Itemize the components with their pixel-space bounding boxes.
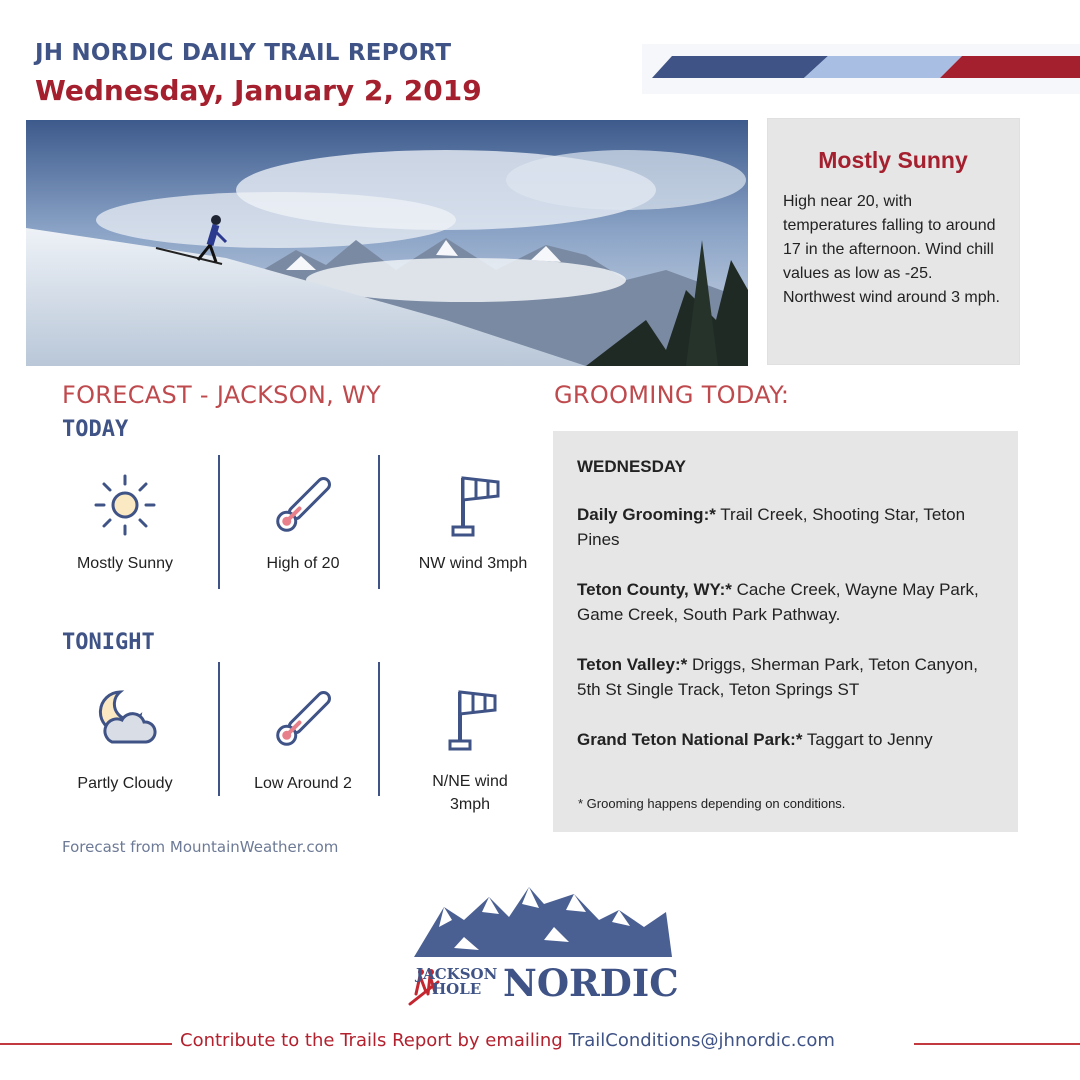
jackson-hole-nordic-logo (404, 882, 680, 1012)
grooming-area: Teton County, WY:* (577, 580, 732, 599)
thermometer-icon (268, 684, 338, 754)
grooming-item (577, 502, 998, 552)
footer-email-link[interactable]: TrailConditions@jhnordic.com (568, 1030, 835, 1051)
grooming-item (577, 577, 998, 627)
forecast-credit: Forecast from MountainWeather.com (62, 838, 339, 856)
grooming-trails: Taggart to Jenny (806, 730, 933, 749)
today-wind (398, 470, 548, 575)
today-heading: TODAY (62, 417, 129, 442)
decorative-stripes (642, 44, 1080, 94)
grooming-panel (553, 431, 1018, 832)
footer-prefix: Contribute to the Trails Report by emailing (180, 1030, 563, 1051)
grooming-area: Teton Valley:* (577, 655, 688, 674)
today-temperature (228, 470, 378, 575)
forecast-divider (218, 455, 220, 589)
grooming-item (577, 652, 998, 702)
logo-text-nordic: NORDIC (503, 961, 679, 1005)
forecast-divider (378, 662, 380, 796)
windsock-icon (435, 684, 505, 754)
grooming-area: Grand Teton National Park:* (577, 730, 803, 749)
tonight-condition (50, 684, 200, 795)
grooming-item (577, 727, 998, 752)
grooming-trails: Driggs, Sherman Park, Teton Canyon, 5th St Single Track, Teton Springs ST (577, 655, 978, 699)
grooming-trails: Cache Creek, Wayne May Park, Game Creek, South Park Pathway. (577, 580, 979, 624)
forecast-divider (218, 662, 220, 796)
grooming-note: * Grooming happens depending on conditions. (578, 796, 846, 811)
hero-skier-photo (26, 120, 748, 366)
grooming-trails: Trail Creek, Shooting Star, Teton Pines (577, 505, 966, 549)
logo-text-jackson: JACKSON (416, 965, 498, 983)
footer-contribute (180, 1030, 835, 1051)
today-condition (50, 470, 200, 575)
report-title: JH NORDIC DAILY TRAIL REPORT (35, 40, 452, 66)
moon-cloud-icon (90, 684, 160, 754)
today-condition-label: Mostly Sunny (76, 555, 174, 572)
grooming-area: Daily Grooming:* (577, 505, 716, 524)
thermometer-icon (268, 470, 338, 540)
grooming-heading: GROOMING TODAY: (554, 381, 790, 409)
weather-summary-description: High near 20, with temperatures falling to around 17 in the afternoon. Wind chill values as low as -25. Northwest wind around 3 mph. (783, 193, 1000, 306)
sun-icon (90, 470, 160, 540)
forecast-divider (378, 455, 380, 589)
footer-rule-left (0, 1043, 172, 1045)
weather-summary-title: Mostly Sunny (818, 147, 968, 173)
tonight-wind (395, 684, 545, 816)
today-wind-label: NW wind 3mph (418, 555, 528, 572)
forecast-heading: FORECAST - JACKSON, WY (62, 381, 381, 409)
logo-text-hole: HOLE (432, 980, 482, 998)
weather-summary-panel (767, 118, 1020, 365)
tonight-temperature (228, 684, 378, 795)
tonight-condition-label: Partly Cloudy (77, 775, 173, 792)
footer-rule-right (914, 1043, 1080, 1045)
report-date: Wednesday, January 2, 2019 (35, 74, 482, 107)
tonight-heading: TONIGHT (62, 630, 155, 655)
grooming-day: WEDNESDAY (577, 457, 686, 476)
today-temperature-label: High of 20 (266, 555, 340, 572)
tonight-wind-label: N/NE wind 3mph (432, 773, 508, 813)
windsock-icon (438, 470, 508, 540)
tonight-temperature-label: Low Around 2 (254, 775, 352, 792)
